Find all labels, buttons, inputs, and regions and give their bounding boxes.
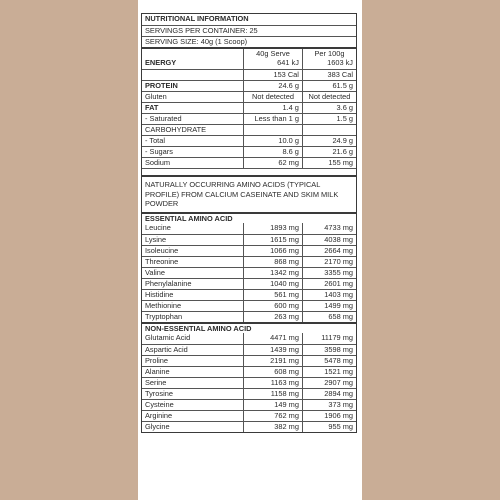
row-per100-value: 4038 mg bbox=[302, 235, 356, 245]
row-per100-value: 1906 mg bbox=[302, 411, 356, 421]
amino-note-row bbox=[142, 175, 356, 212]
row-name: Valine bbox=[145, 267, 165, 277]
row-per100-value: 11179 mg bbox=[302, 333, 356, 344]
row-per100-value: 155 mg bbox=[302, 158, 356, 168]
non-essential-table bbox=[142, 333, 356, 432]
table-row bbox=[142, 113, 356, 124]
row-serve-value: 24.6 g bbox=[243, 81, 302, 91]
table-row bbox=[142, 234, 356, 245]
table-row bbox=[142, 333, 356, 344]
row-name: Cysteine bbox=[145, 399, 174, 409]
row-per100-value: 383 Cal bbox=[302, 70, 356, 80]
table-row bbox=[142, 278, 356, 289]
row-per100-value: 2907 mg bbox=[302, 378, 356, 388]
row-name: Phenylalanine bbox=[145, 278, 192, 288]
non-essential-title: NON-ESSENTIAL AMINO ACID bbox=[145, 323, 252, 333]
table-row bbox=[142, 267, 356, 278]
table-row bbox=[142, 388, 356, 399]
table-row bbox=[142, 69, 356, 80]
row-serve-value: 1.4 g bbox=[243, 103, 302, 113]
servings-per-container: SERVINGS PER CONTAINER: 25 bbox=[145, 26, 258, 35]
table-row bbox=[142, 58, 356, 69]
table-row bbox=[142, 377, 356, 388]
row-name: Isoleucine bbox=[145, 245, 179, 255]
row-serve-value: Less than 1 g bbox=[243, 114, 302, 124]
row-name: Alanine bbox=[145, 366, 170, 376]
table-row bbox=[142, 157, 356, 168]
column-header-name bbox=[142, 49, 243, 58]
servings-row bbox=[142, 25, 356, 36]
row-name: Lysine bbox=[145, 234, 167, 244]
row-name: Tyrosine bbox=[145, 388, 173, 398]
table-row bbox=[142, 102, 356, 113]
row-per100-value: 373 mg bbox=[302, 400, 356, 410]
row-serve-value: 868 mg bbox=[243, 257, 302, 267]
table-row bbox=[142, 245, 356, 256]
table-row bbox=[142, 223, 356, 234]
row-per100-value: 61.5 g bbox=[302, 81, 356, 91]
row-per100-value: 1603 kJ bbox=[302, 58, 356, 69]
row-serve-value: Not detected bbox=[243, 92, 302, 102]
row-name: Gluten bbox=[145, 92, 167, 101]
row-name: Arginine bbox=[145, 410, 173, 420]
row-name: Aspartic Acid bbox=[145, 344, 188, 354]
table-row bbox=[142, 80, 356, 91]
nutrition-label bbox=[141, 13, 357, 433]
table-row bbox=[142, 355, 356, 366]
row-name: Proline bbox=[145, 355, 169, 365]
column-header-per100: Per 100g bbox=[302, 49, 356, 58]
section-divider bbox=[142, 168, 356, 175]
table-row bbox=[142, 399, 356, 410]
row-per100-value: 2894 mg bbox=[302, 389, 356, 399]
non-essential-title-row bbox=[142, 322, 356, 333]
row-serve-value: 1893 mg bbox=[243, 223, 302, 234]
nutrients-table bbox=[142, 58, 356, 168]
row-per100-value: 3.6 g bbox=[302, 103, 356, 113]
table-row bbox=[142, 311, 356, 322]
row-serve-value: 561 mg bbox=[243, 290, 302, 300]
row-per100-value bbox=[302, 125, 356, 135]
row-name: Sodium bbox=[145, 158, 171, 167]
row-per100-value: 5478 mg bbox=[302, 356, 356, 366]
row-serve-value: 1342 mg bbox=[243, 268, 302, 278]
row-per100-value: 2664 mg bbox=[302, 246, 356, 256]
row-serve-value: 1040 mg bbox=[243, 279, 302, 289]
row-name: FAT bbox=[145, 103, 159, 112]
row-serve-value: 600 mg bbox=[243, 301, 302, 311]
row-name: Tryptophan bbox=[145, 311, 183, 321]
row-per100-value: 658 mg bbox=[302, 312, 356, 322]
row-name: - Total bbox=[145, 136, 165, 145]
row-name: ENERGY bbox=[145, 58, 177, 67]
serving-size: SERVING SIZE: 40g (1 Scoop) bbox=[145, 37, 248, 46]
essential-table bbox=[142, 223, 356, 322]
column-header-serve: 40g Serve bbox=[243, 49, 302, 58]
row-serve-value: 149 mg bbox=[243, 400, 302, 410]
row-per100-value: 2170 mg bbox=[302, 257, 356, 267]
table-row bbox=[142, 410, 356, 421]
row-name: Leucine bbox=[145, 222, 171, 232]
row-per100-value: 955 mg bbox=[302, 422, 356, 432]
row-serve-value: 762 mg bbox=[243, 411, 302, 421]
row-name: CARBOHYDRATE bbox=[145, 125, 207, 134]
row-per100-value: 3355 mg bbox=[302, 268, 356, 278]
row-per100-value: 1499 mg bbox=[302, 301, 356, 311]
row-name: Methionine bbox=[145, 300, 182, 310]
row-serve-value: 1439 mg bbox=[243, 345, 302, 355]
row-serve-value: 1615 mg bbox=[243, 235, 302, 245]
label-title: NUTRITIONAL INFORMATION bbox=[145, 14, 249, 23]
row-serve-value: 2191 mg bbox=[243, 356, 302, 366]
row-serve-value: 263 mg bbox=[243, 312, 302, 322]
row-serve-value: 641 kJ bbox=[243, 58, 302, 69]
essential-title-row bbox=[142, 212, 356, 223]
table-row bbox=[142, 91, 356, 102]
row-name: Threonine bbox=[145, 256, 179, 266]
row-serve-value: 382 mg bbox=[243, 422, 302, 432]
row-name: Glutamic Acid bbox=[145, 332, 191, 342]
row-per100-value: Not detected bbox=[302, 92, 356, 102]
row-serve-value: 1158 mg bbox=[243, 389, 302, 399]
row-name: PROTEIN bbox=[145, 81, 178, 90]
label-title-row bbox=[142, 14, 356, 25]
serving-size-row bbox=[142, 36, 356, 47]
column-header-row bbox=[142, 47, 356, 58]
essential-title: ESSENTIAL AMINO ACID bbox=[145, 213, 233, 223]
row-name: - Saturated bbox=[145, 114, 182, 123]
table-row bbox=[142, 344, 356, 355]
row-per100-value: 4733 mg bbox=[302, 223, 356, 234]
row-serve-value: 62 mg bbox=[243, 158, 302, 168]
table-row bbox=[142, 366, 356, 377]
row-name: - Sugars bbox=[145, 147, 173, 156]
row-per100-value: 1.5 g bbox=[302, 114, 356, 124]
row-serve-value: 608 mg bbox=[243, 367, 302, 377]
table-row bbox=[142, 300, 356, 311]
row-serve-value bbox=[243, 125, 302, 135]
amino-note: NATURALLY OCCURRING AMINO ACIDS (TYPICAL PROFILE) FROM CALCIUM CASEINATE AND SKIM MILK POWDER bbox=[145, 180, 339, 208]
row-per100-value: 21.6 g bbox=[302, 147, 356, 157]
row-name: Serine bbox=[145, 377, 167, 387]
row-per100-value: 1403 mg bbox=[302, 290, 356, 300]
row-serve-value: 4471 mg bbox=[243, 333, 302, 344]
table-row bbox=[142, 146, 356, 157]
row-serve-value: 1066 mg bbox=[243, 246, 302, 256]
table-row bbox=[142, 256, 356, 267]
table-row bbox=[142, 124, 356, 135]
row-serve-value: 1163 mg bbox=[243, 378, 302, 388]
row-name: Glycine bbox=[145, 421, 170, 431]
row-serve-value: 153 Cal bbox=[243, 70, 302, 80]
row-per100-value: 3598 mg bbox=[302, 345, 356, 355]
table-row bbox=[142, 135, 356, 146]
row-per100-value: 2601 mg bbox=[302, 279, 356, 289]
row-per100-value: 1521 mg bbox=[302, 367, 356, 377]
table-row bbox=[142, 289, 356, 300]
row-per100-value: 24.9 g bbox=[302, 136, 356, 146]
row-serve-value: 8.6 g bbox=[243, 147, 302, 157]
row-name: Histidine bbox=[145, 289, 174, 299]
row-name bbox=[142, 70, 243, 80]
row-serve-value: 10.0 g bbox=[243, 136, 302, 146]
table-row bbox=[142, 421, 356, 432]
